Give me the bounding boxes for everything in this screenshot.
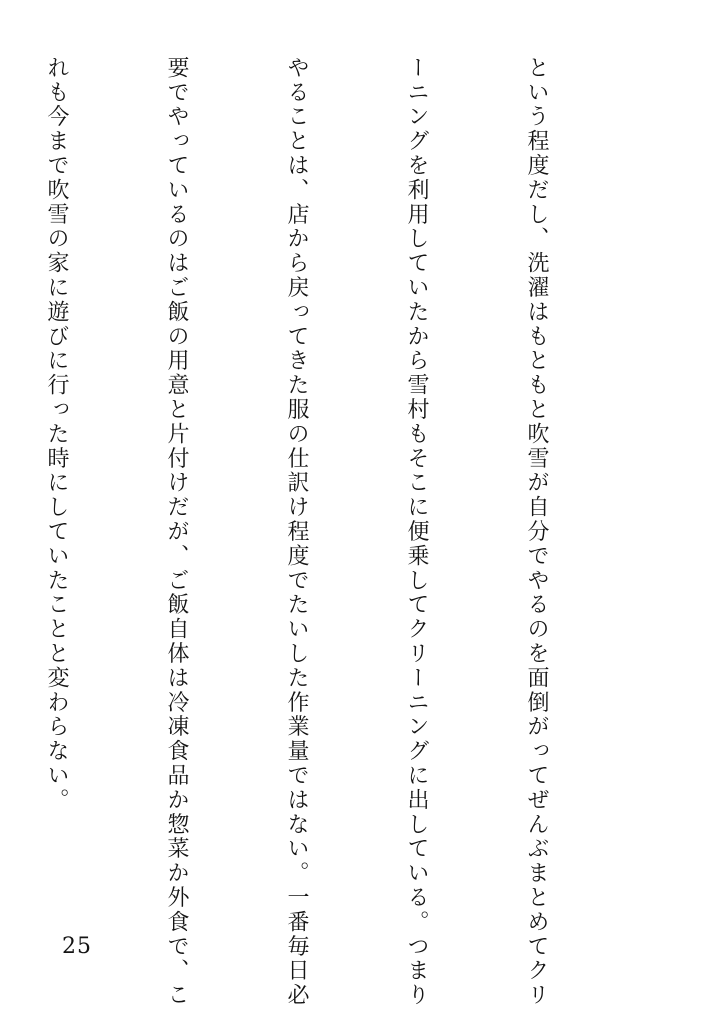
page-number: 25 bbox=[62, 934, 92, 959]
text-column: やることは、店から戻ってきた服の仕訳け程度でたいした作業量ではない。一番毎日必 bbox=[284, 56, 309, 1008]
text-column: ーニングを利用していたから雪村もそこに便乗してクリーニングに出している。つまり bbox=[404, 56, 429, 1008]
text-column: れも今まで吹雪の家に遊びに行った時にしていたことと変わらない。 bbox=[44, 56, 69, 813]
text-column: という程度だし、洗濯はもともと吹雪が自分でやるのを面倒がってぜんぶまとめてクリ bbox=[524, 56, 549, 1008]
text-column: 要でやっているのはご飯の用意と片付けだが、ご飯自体は冷凍食品か惣菜か外食で、こ bbox=[164, 56, 189, 1008]
